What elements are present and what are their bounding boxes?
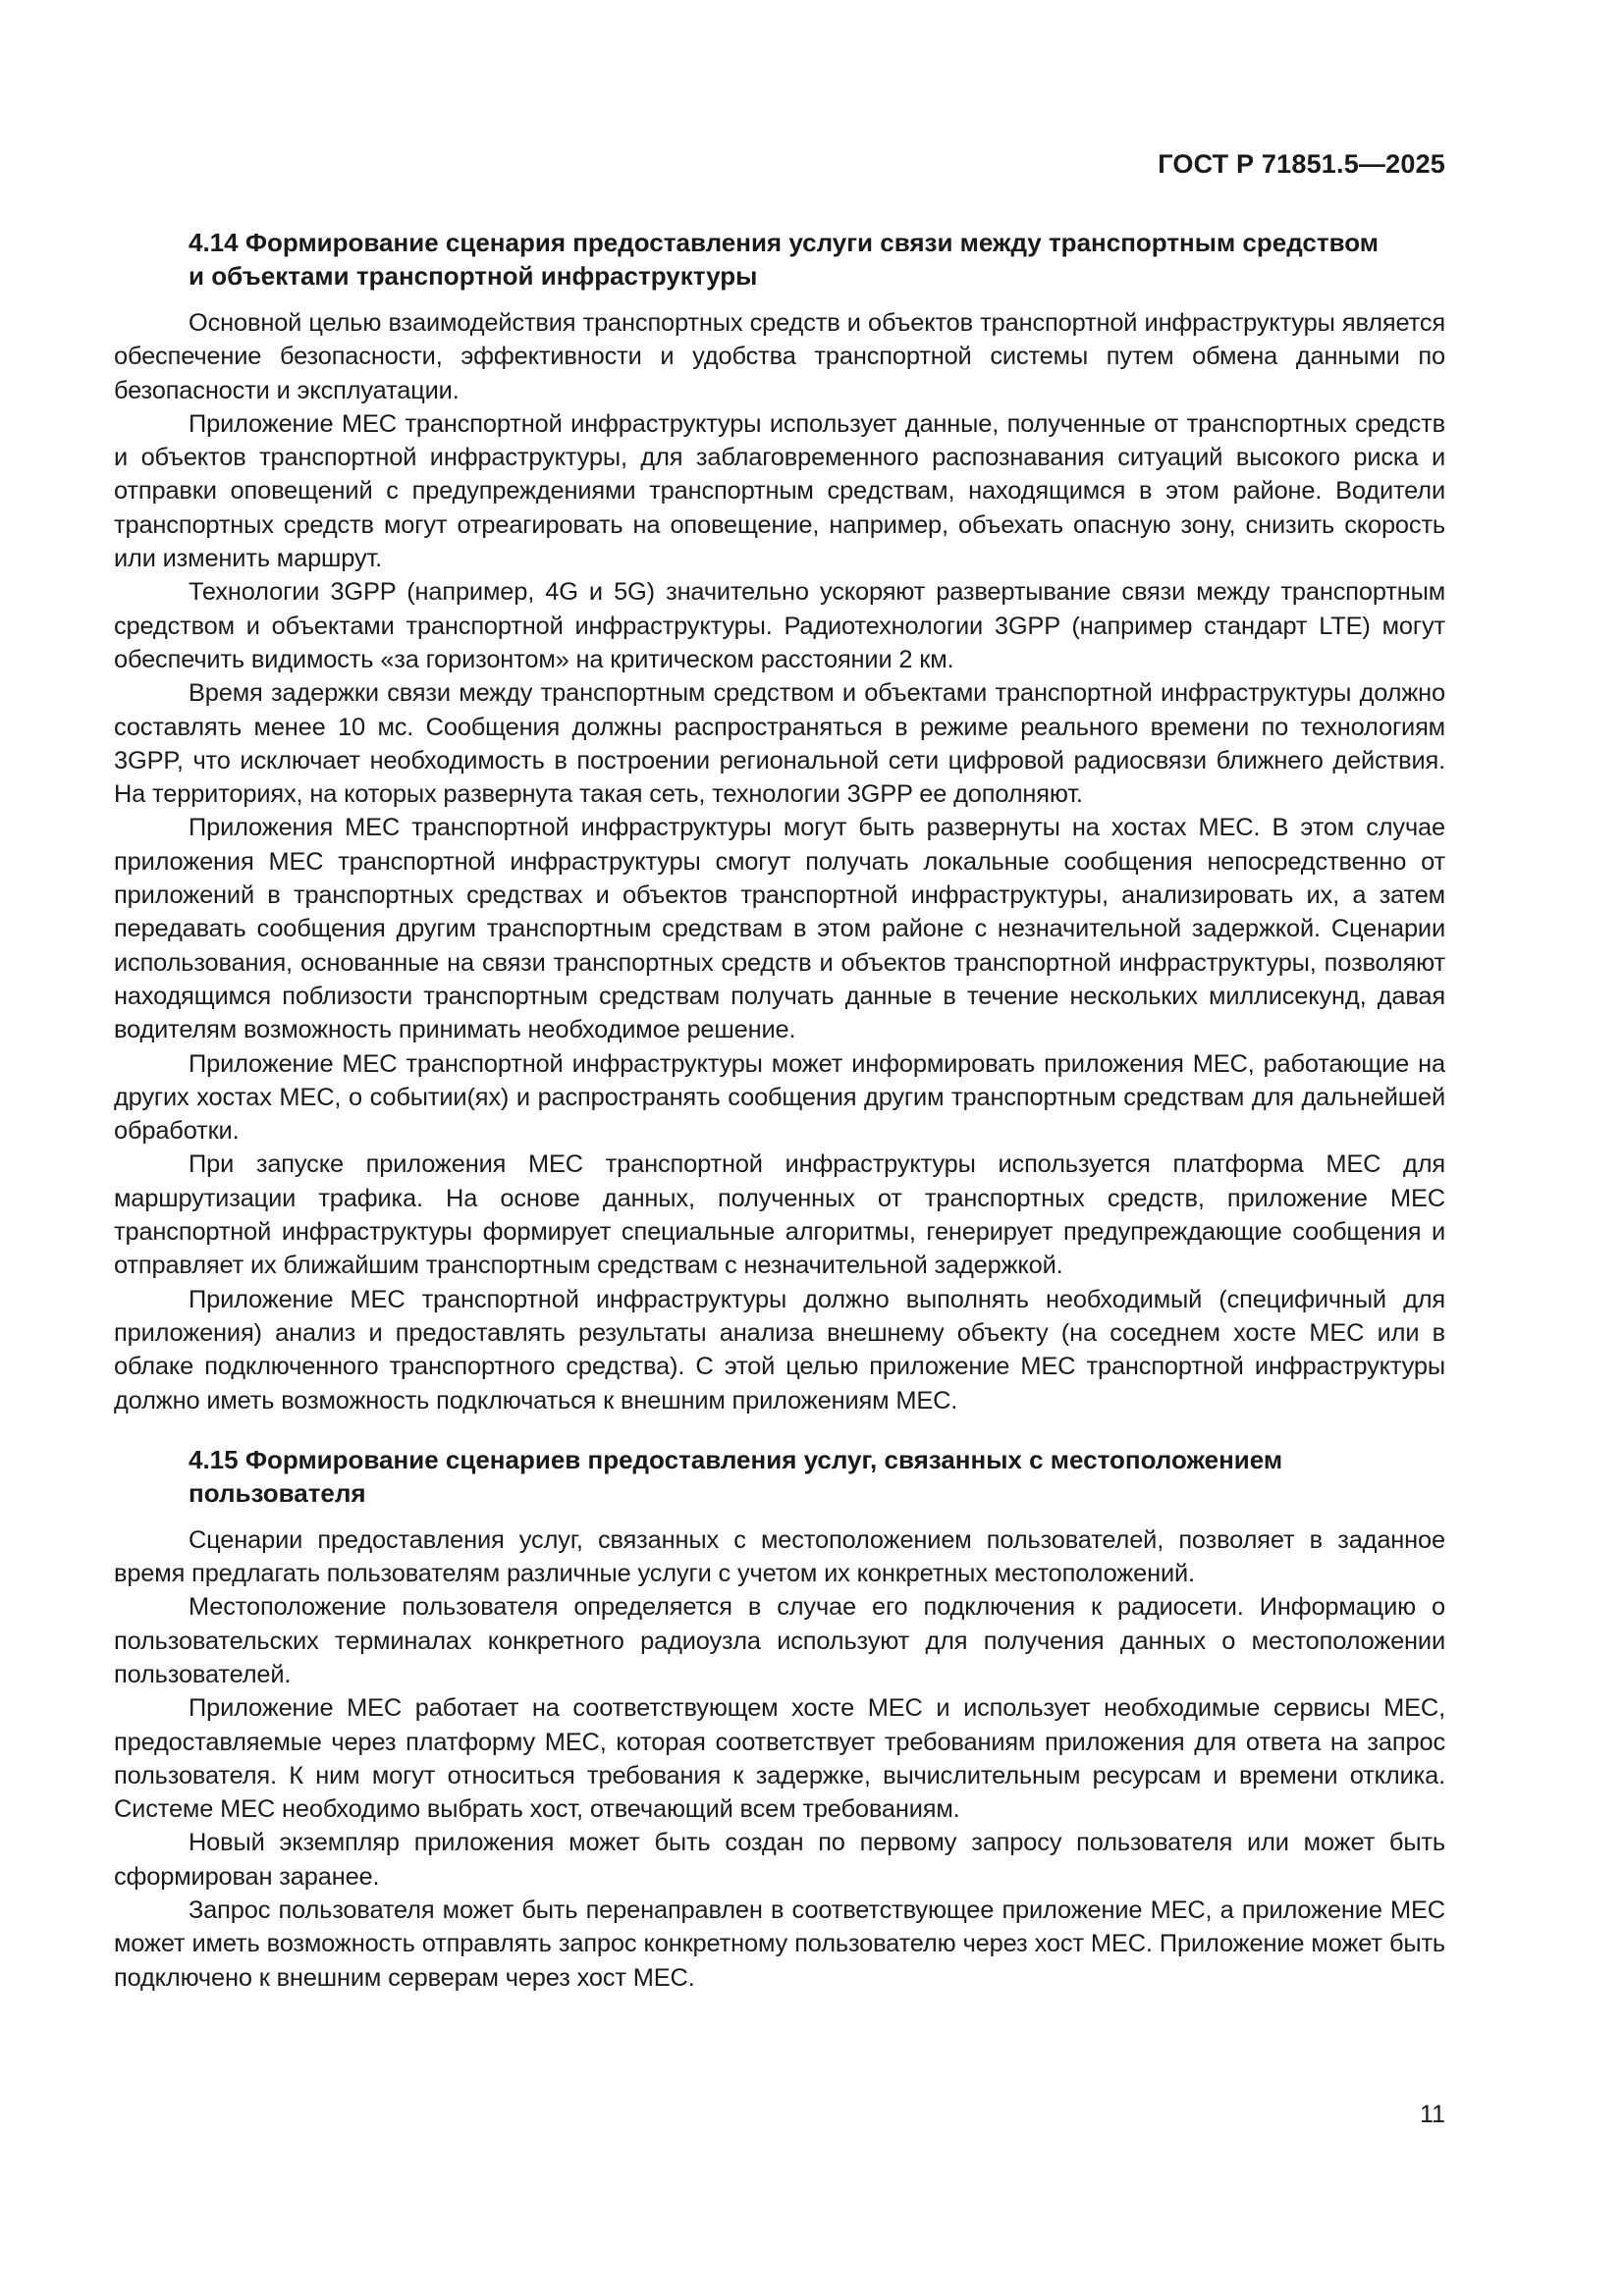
- paragraph: Технологии 3GPP (например, 4G и 5G) значительно ускоряют развертывание связи между транспортным средством и объектами транспортной инфраструктуры. Радиотехнологии 3GPP (например стандарт LTE) могут обеспечить видимость «за горизонтом» на критическом расстоянии 2 км.: [114, 578, 1445, 673]
- paragraph: Сценарии предоставления услуг, связанных с местоположением пользователей, позволяет в заданное время предлагать пользователям различные услуги с учетом их конкретных местоположений.: [114, 1525, 1445, 1588]
- section-4-14: [114, 226, 1445, 1417]
- paragraph: Новый экземпляр приложения может быть создан по первому запросу пользователя или может быть сформирован заранее.: [114, 1829, 1445, 1891]
- paragraph: Приложение МЕС транспортной инфраструктуры может информировать приложения МЕС, работающие на других хостах МЕС, о событии(ях) и распространять сообщения другим транспортным средствам для дальнейшей обработки.: [114, 1049, 1445, 1146]
- paragraph: Приложение МЕС транспортной инфраструктуры должно выполнять необходимый (специфичный для приложения) анализ и предоставлять результаты анализа внешнему объекту (на соседнем хосте МЕС или в облаке подключенного транспортного средства). С этой целью приложение МЕС транспортной инфраструктуры должно иметь возможность подключаться к внешним приложениям МЕС.: [114, 1285, 1445, 1415]
- section-4-15: [114, 1443, 1445, 1995]
- document-body: [114, 226, 1445, 1995]
- paragraph: Приложение МЕС работает на соответствующем хосте МЕС и использует необходимые сервисы МЕС, предоставляемые через платформу МЕС, которая соответствует требованиям приложения для ответа на запрос пользователя. К ним могут относиться требования к задержке, вычислительным ресурсам и времени отклика. Системе МЕС необходимо выбрать хост, отвечающий всем требованиям.: [114, 1694, 1445, 1824]
- paragraph: Местоположение пользователя определяется в случае его подключения к радиосети. Информацию о пользовательских терминалах конкретного радиоузла используют для получения данных о местоположении пользователей.: [114, 1593, 1445, 1688]
- section-title: 4.15 Формирование сценариев предоставления услуг, связанных с местоположением пользователя: [189, 1444, 1283, 1508]
- section-title: 4.14 Формирование сценария предоставления услуги связи между транспортным средством и объектами транспортной инфраструктуры: [189, 228, 1379, 291]
- document-code-header: ГОСТ Р 71851.5—2025: [1158, 149, 1445, 179]
- paragraph: Приложения МЕС транспортной инфраструктуры могут быть развернуты на хостах МЕС. В этом случае приложения МЕС транспортной инфраструктуры смогут получать локальные сообщения непосредственно от приложений в транспортных средствах и объектов транспортной инфраструктуры, анализировать их, а затем передавать сообщения другим транспортным средствам в этом районе с незначительной задержкой. Сценарии использования, основанные на связи транспортных средств и объектов транспортной инфраструктуры, позволяют находящимся поблизости транспортным средствам получать данные в течение нескольких миллисекунд, давая водителям возможность принимать необходимое решение.: [114, 814, 1445, 1044]
- paragraph: Приложение МЕС транспортной инфраструктуры использует данные, полученные от транспортных средств и объектов транспортной инфраструктуры, для заблаговременного распознавания ситуаций высокого риска и отправки оповещений с предупреждениями транспортным средствам, находящимся в этом районе. Водители транспортных средств могут отреагировать на оповещение, например, объехать опасную зону, снизить скорость или изменить маршрут.: [114, 409, 1445, 573]
- paragraph: Основной целью взаимодействия транспортных средств и объектов транспортной инфраструктуры является обеспечение безопасности, эффективности и удобства транспортной системы путем обмена данными по безопасности и эксплуатации.: [114, 309, 1445, 404]
- page-number: 11: [1420, 2101, 1445, 2128]
- paragraph: Время задержки связи между транспортным средством и объектами транспортной инфраструктуры должно составлять менее 10 мс. Сообщения должны распространяться в режиме реального времени по технологиям 3GPP, что исключает необходимость в построении региональной сети цифровой радиосвязи ближнего действия. На территориях, на которых развернута такая сеть, технологии 3GPP ее дополняют.: [114, 679, 1445, 809]
- paragraph: При запуске приложения МЕС транспортной инфраструктуры используется платформа МЕС для маршрутизации трафика. На основе данных, полученных от транспортных средств, приложение МЕС транспортной инфраструктуры формирует специальные алгоритмы, генерирует предупреждающие сообщения и отправляет их ближайшим транспортным средствам с незначительной задержкой.: [114, 1150, 1445, 1280]
- paragraph: Запрос пользователя может быть перенаправлен в соответствующее приложение МЕС, а приложение МЕС может иметь возможность отправлять запрос конкретному пользователю через хост МЕС. Приложение может быть подключено к внешним серверам через хост МЕС.: [114, 1896, 1445, 1992]
